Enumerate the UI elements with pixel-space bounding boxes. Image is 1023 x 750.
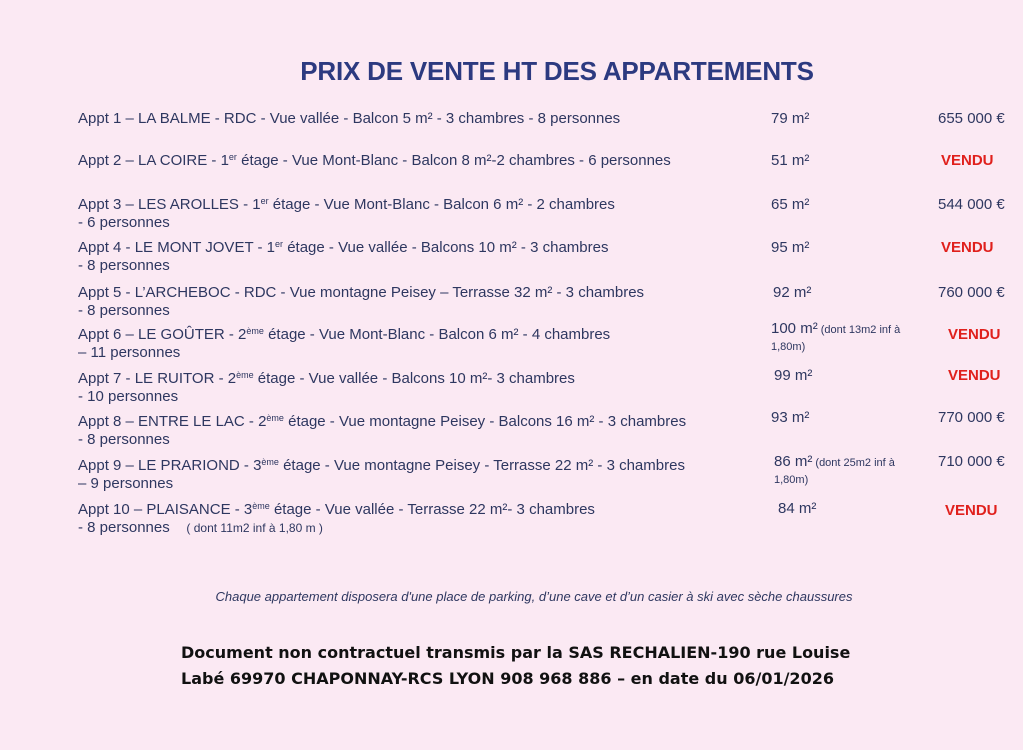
sold-status: VENDU (945, 502, 998, 519)
apartment-surface: 86 m² (dont 25m2 inf à 1,80m) (774, 453, 895, 486)
page-title: PRIX DE VENTE HT DES APPARTEMENTS (300, 56, 814, 86)
apartment-description: Appt 9 – LE PRARIOND - 3ème étage - Vue montagne Peisey - Terrasse 22 m² - 3 chambres – 9 personnes (78, 457, 685, 492)
apartment-surface: 99 m² (774, 367, 813, 384)
sold-status: VENDU (948, 326, 1001, 343)
apartment-description: Appt 7 - LE RUITOR - 2ème étage - Vue vallée - Balcons 10 m²- 3 chambres - 10 personnes (78, 370, 575, 405)
disclaimer: Document non contractuel transmis par la SAS RECHALIEN-190 rue Louise Labé 69970 CHAPONNAY-RCS LYON 908 968 886 – en date du 06/01/2026 (181, 643, 851, 688)
apartment-surface: 93 m² (771, 409, 810, 426)
apartment-description: Appt 8 – ENTRE LE LAC - 2ème étage - Vue montagne Peisey - Balcons 16 m² - 3 chambres - 8 personnes (78, 413, 687, 448)
apartment-surface: 92 m² (773, 284, 812, 301)
apartment-surface: 84 m² (778, 500, 817, 517)
apartment-surface: 100 m² (dont 13m2 inf à 1,80m) (771, 320, 901, 353)
sold-status: VENDU (941, 152, 994, 169)
sold-status: VENDU (948, 367, 1001, 384)
apartment-price: 760 000 € (938, 284, 1005, 301)
apartment-description: Appt 3 – LES AROLLES - 1er étage - Vue Mont-Blanc - Balcon 6 m² - 2 chambres - 6 personnes (78, 196, 615, 231)
apartment-price: 770 000 € (938, 409, 1005, 426)
apartment-price: 544 000 € (938, 196, 1005, 213)
apartment-description: Appt 4 - LE MONT JOVET - 1er étage - Vue vallée - Balcons 10 m² - 3 chambres - 8 personnes (78, 239, 609, 274)
apartment-description: Appt 2 – LA COIRE - 1er étage - Vue Mont-Blanc - Balcon 8 m²-2 chambres - 6 personnes (78, 152, 671, 169)
sold-status: VENDU (941, 239, 994, 256)
apartment-description: Appt 6 – LE GOÛTER - 2ème étage - Vue Mont-Blanc - Balcon 6 m² - 4 chambres – 11 personnes (78, 326, 611, 361)
apartment-surface: 65 m² (771, 196, 810, 213)
apartment-surface: 79 m² (771, 110, 810, 127)
apartment-description: Appt 5 - L’ARCHEBOC - RDC - Vue montagne Peisey – Terrasse 32 m² - 3 chambres - 8 personnes (78, 284, 645, 319)
apartment-surface: 51 m² (771, 152, 810, 169)
apartment-description: Appt 1 – LA BALME - RDC - Vue vallée - Balcon 5 m² - 3 chambres - 8 personnes (78, 110, 621, 127)
apartment-price: 655 000 € (938, 110, 1005, 127)
apartment-surface: 95 m² (771, 239, 810, 256)
apartment-description: Appt 10 – PLAISANCE - 3ème étage - Vue vallée - Terrasse 22 m²- 3 chambres - 8 personnes ( dont 11m2 inf à 1,80 m ) (78, 501, 595, 536)
footnote: Chaque appartement disposera d'une place de parking, d’une cave et d’un casier à ski avec sèche chaussures (215, 589, 853, 604)
apartment-price: 710 000 € (938, 453, 1005, 470)
